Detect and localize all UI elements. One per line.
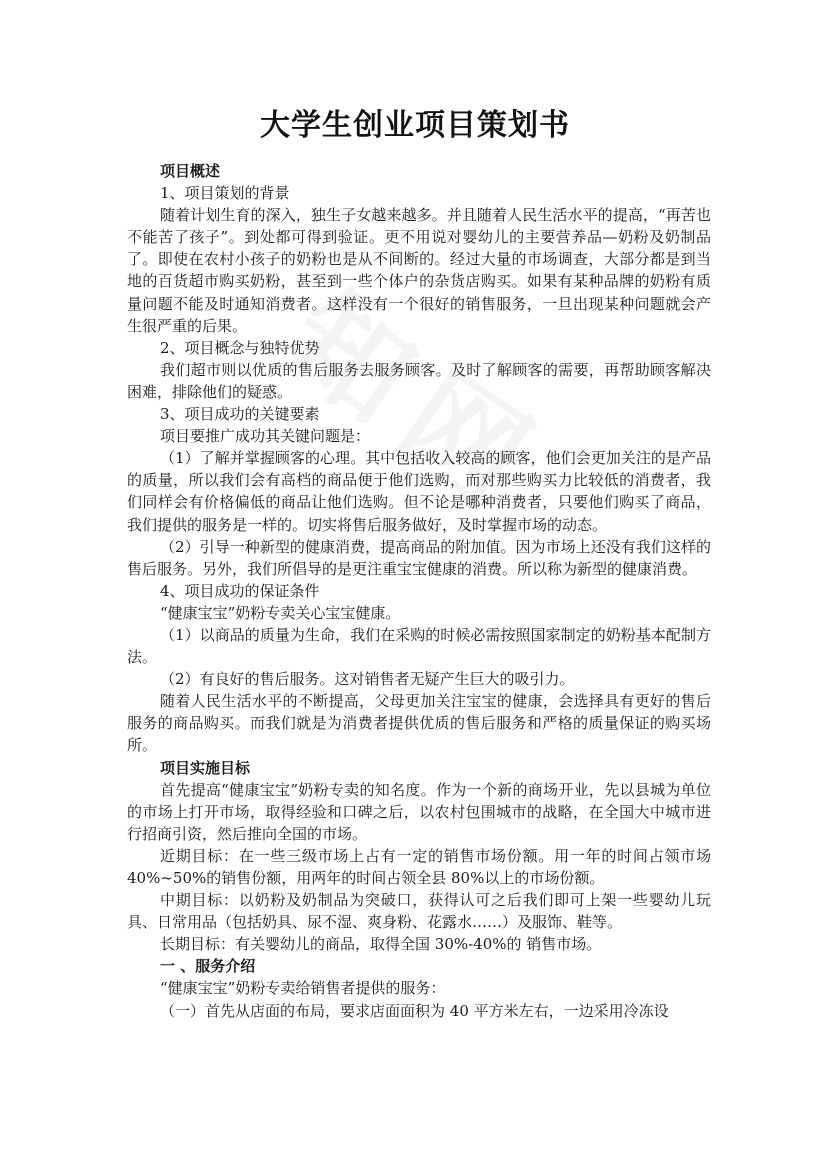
- paragraph: 项目要推广成功其关键问题是：: [160, 427, 371, 446]
- subsection-heading: 1、项目策划的背景: [160, 184, 290, 203]
- subsection-heading: 4、项目成功的保证条件: [160, 581, 320, 600]
- section-heading: 项目实施目标: [160, 758, 251, 777]
- subsection-heading: 3、项目成功的关键要素: [160, 405, 320, 424]
- paragraph: （2）有良好的售后服务。这对销售者无疑产生巨大的吸引力。: [160, 670, 575, 689]
- paragraph: （1）了解并掌握顾客的心理。其中包括收入较高的顾客，他们会更加关注的是产品的质量，所以我们会有高档的商品便于他们选购，而对那些购买力比较低的消费者，我们同样会有价格偏低的商品让他们选购。但不论是哪种消费者，只要他们购买了商品，我们提供的服务是一样的。切实将售后服务做好，及时掌握市场的动态。: [127, 449, 711, 534]
- document-title: 大学生创业项目策划书: [260, 108, 570, 143]
- paragraph: 长期目标：有关婴幼儿的商品，取得全国 30%-40%的 销售市场。: [160, 935, 602, 954]
- paragraph: （2）引导一种新型的健康消费，提高商品的附加值。因为市场上还没有我们这样的售后服务。另外，我们所倡导的是更注重宝宝健康的消费。所以称为新型的健康消费。: [127, 537, 711, 578]
- paragraph: “健康宝宝”奶粉专卖给销售者提供的服务：: [160, 979, 446, 998]
- paragraph: 我们超市则以优质的售后服务去服务顾客。及时了解顾客的需要，再帮助顾客解决困难，排除他们的疑惑。: [127, 360, 711, 401]
- section-heading: 项目概述: [160, 162, 221, 180]
- paragraph: 近期目标：在一些三级市场上占有一定的销售市场份额。用一年的时间占领市场 40%~50%的销售份额，用两年的时间占领全县 80%以上的市场份额。: [127, 846, 711, 887]
- subsection-heading: 2、项目概念与独特优势: [160, 338, 320, 357]
- paragraph: 随着计划生育的深入，独生子女越来越多。并且随着人民生活水平的提高，“再苦也不能苦了孩子”。到处都可得到验证。更不用说对婴幼儿的主要营养品—奶粉及奶制品了。即使在农村小孩子的奶粉也是从不间断的。经过大量的市场调查，大部分都是到当地的百货超市购买奶粉，甚至到一些个体户的杂货店购买。如果有某种品牌的奶粉有质量问题不能及时通知消费者。这样没有一个很好的销售服务，一旦出现某种问题就会产生很严重的后果。: [127, 206, 711, 335]
- paragraph: 随着人民生活水平的不断提高，父母更加关注宝宝的健康，会选择具有更好的售后服务的商品购买。而我们就是为消费者提供优质的售后服务和严格的质量保证的购买场所。: [127, 692, 711, 755]
- document-body: [127, 160, 711, 1022]
- paragraph: 首先提高“健康宝宝”奶粉专卖的知名度。作为一个新的商场开业，先以县城为单位的市场上打开市场，取得经验和口碑之后，以农村包围城市的战略，在全国大中城市进行招商引资，然后推向全国的市场。: [127, 780, 711, 843]
- paragraph: （1）以商品的质量为生命，我们在采购的时候必需按照国家制定的奶粉基本配制方法。: [127, 625, 711, 667]
- section-heading: 一 、服务介绍: [160, 957, 256, 976]
- paragraph: “健康宝宝”奶粉专卖关心宝宝健康。: [160, 603, 401, 622]
- paragraph: 中期目标：以奶粉及奶制品为突破口，获得认可之后我们即可上架一些婴幼儿玩具、日常用品（包括奶具、尿不湿、爽身粉、花露水……）及服饰、鞋等。: [127, 891, 711, 932]
- paragraph: （一）首先从店面的布局，要求店面面积为 40 平方米左右，一边采用冷冻设: [160, 1001, 669, 1020]
